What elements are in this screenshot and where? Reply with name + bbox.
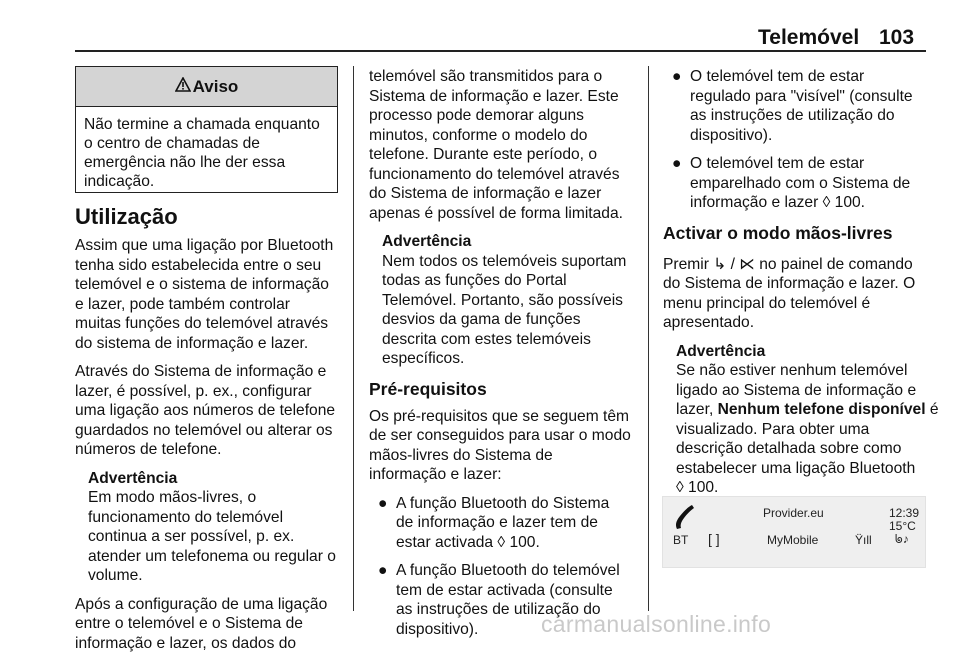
text-line: todas as funções do Portal [382,272,567,289]
text-line: ligado ao Sistema de informação e [676,381,917,399]
text-line: visualizado. Para obter uma [676,420,870,438]
paragraph [663,255,931,333]
text-line: dispositivo). [396,620,479,638]
note-title: Advertência [382,233,472,250]
text-line: do Sistema de informação e lazer. O [663,275,916,292]
brackets-label: [ ] [708,531,720,547]
text-line: Os pré-requisitos que se seguem têm [369,407,630,425]
bullet-item [663,154,931,213]
note-advertencia [369,232,641,369]
warning-line: Não termine a chamada enquanto [84,116,320,133]
text-line: tem de estar activada (consulte [396,581,613,599]
phone-handset-icon [673,503,695,531]
paragraph [75,236,345,353]
paragraph [75,362,345,460]
text-line: específicos. [382,350,465,367]
text-line: atender um telefonema ou regular o [88,547,336,565]
text-fragment: é [925,401,939,418]
text-line [676,400,939,420]
phone-display-panel [662,496,926,568]
text-line: processo pode demorar alguns [369,107,584,124]
bullet-dot: ● [672,68,682,85]
warning-line: emergência não lhe der essa [84,154,286,171]
column-divider-1 [353,66,354,611]
text-line: Sistema de informação e lazer. Este [369,87,619,105]
signal-icon: Ÿıll [855,533,872,547]
text-line: telemóvel e o sistema de informação [75,276,329,293]
column-2 [369,67,641,648]
text-line: Em modo mãos-livres, o [88,489,257,506]
audio-icon: ᖚ♪ [895,532,909,546]
text-line: descrita com estes telemóveis [382,330,591,348]
note-title: Advertência [88,469,178,487]
text-line: regulado para "visível" (consulte [690,87,913,105]
page-title: Telemóvel [758,26,860,49]
note-advertencia [663,342,939,498]
page-number: 103 [879,26,915,49]
bullet-item [369,494,641,553]
text-line: do sistema de informação e lazer. [75,334,309,352]
text-line: informação e lazer, os dados do [75,634,297,652]
paragraph [369,67,641,223]
text-line: continua a ser possível, p. ex. [88,528,295,545]
time-label: 12:39 [889,506,920,520]
section-heading-utilizacao: Utilização [75,204,178,229]
text-line: estar activada ◊ 100. [396,533,540,551]
text-line: A função Bluetooth do telemóvel [396,562,620,579]
bullet-dot: ● [672,155,682,172]
text-line: guardados no telemóvel ou alterar os [75,421,333,439]
text-line: dispositivo). [690,126,773,144]
bold-term: Nenhum telefone disponível [717,401,926,418]
text-line: telefone. Durante este período, o [369,146,597,163]
watermark: carmanualsonline.info [541,611,772,637]
paragraph [369,407,641,485]
header-rule [75,50,926,52]
text-line: números de telefone. [75,441,222,458]
section-heading-maos-livres: Activar o modo mãos-livres [663,222,893,243]
text-line: emparelhado com o Sistema de [690,174,911,192]
text-line: Premir ↳ / ⋉ no painel de comando [663,255,913,273]
text-line: informação e lazer: [369,466,502,483]
text-line: muitas funções do telemóvel através [75,315,329,332]
bullet-item [663,67,931,145]
text-line: descrição detalhada sobre como [676,440,902,457]
warning-line: o centro de chamadas de [84,135,260,152]
text-line: informação e lazer ◊ 100. [690,194,865,211]
note-title: Advertência [676,342,766,360]
text-line: uma ligação aos números de telefone [75,402,336,419]
section-heading-prerequisitos: Pré-requisitos [369,378,487,399]
text-line: telemóvel são transmitidos para o [369,68,603,85]
text-line: Telemóvel. Portanto, são possíveis [382,291,623,309]
text-line: apresentado. [663,314,755,331]
text-line: ◊ 100. [676,479,719,496]
warning-header [76,67,337,107]
text-line: de ser conseguidos para usar o modo [369,427,631,444]
text-line: e lazer, pode também controlar [75,295,290,313]
text-line: volume. [88,567,143,584]
text-line: Após a configuração de uma ligação [75,595,328,613]
text-fragment: lazer, [676,401,718,418]
warning-box [75,66,338,193]
text-line: desvios da gama de funções [382,311,581,328]
text-line: menu principal do telemóvel é [663,294,871,312]
column-divider-2 [648,66,649,611]
text-line: Através do Sistema de informação e [75,363,327,380]
text-line: funcionamento do telemóvel [88,508,284,526]
warning-line: indicação. [84,173,155,190]
text-line: Assim que uma ligação por Bluetooth [75,237,334,254]
bullet-dot: ● [378,562,388,579]
paragraph [75,595,345,654]
text-line: de informação e lazer tem de [396,514,598,531]
text-line: do Sistema de informação e lazer [369,185,602,202]
text-line: entre o telemóvel e o Sistema de [75,615,303,632]
text-line: Se não estiver nenhum telemóvel [676,362,908,379]
text-line: funcionamento do telemóvel através [369,165,620,183]
text-line: as instruções de utilização do [396,601,601,618]
network-label: MyMobile [767,533,819,547]
text-line: tenha sido estabelecida entre o seu [75,256,322,274]
warning-triangle-icon [175,77,191,97]
column-3 [663,67,939,507]
provider-label: Provider.eu [763,506,824,520]
bt-label: BT [673,533,689,547]
text-line: mãos-livres do Sistema de [369,446,553,464]
text-line: as instruções de utilização do [690,107,895,124]
warning-title: Aviso [192,76,239,96]
text-line: lazer, é possível, p. ex., configurar [75,382,312,400]
warning-text [76,107,337,199]
bullet-dot: ● [378,494,388,512]
text-line: A função Bluetooth do Sistema [396,494,610,512]
text-line: O telemóvel tem de estar [690,155,865,172]
text-line: apenas é possível de forma limitada. [369,204,623,222]
column-1 [75,204,345,662]
text-line: estabelecer uma ligação Bluetooth [676,459,916,477]
text-line: minutos, conforme o modelo do [369,126,588,144]
text-line: Nem todos os telemóveis suportam [382,252,627,270]
text-line: O telemóvel tem de estar [690,68,865,85]
note-advertencia [75,469,345,586]
temperature-label: 15°C [889,519,916,533]
